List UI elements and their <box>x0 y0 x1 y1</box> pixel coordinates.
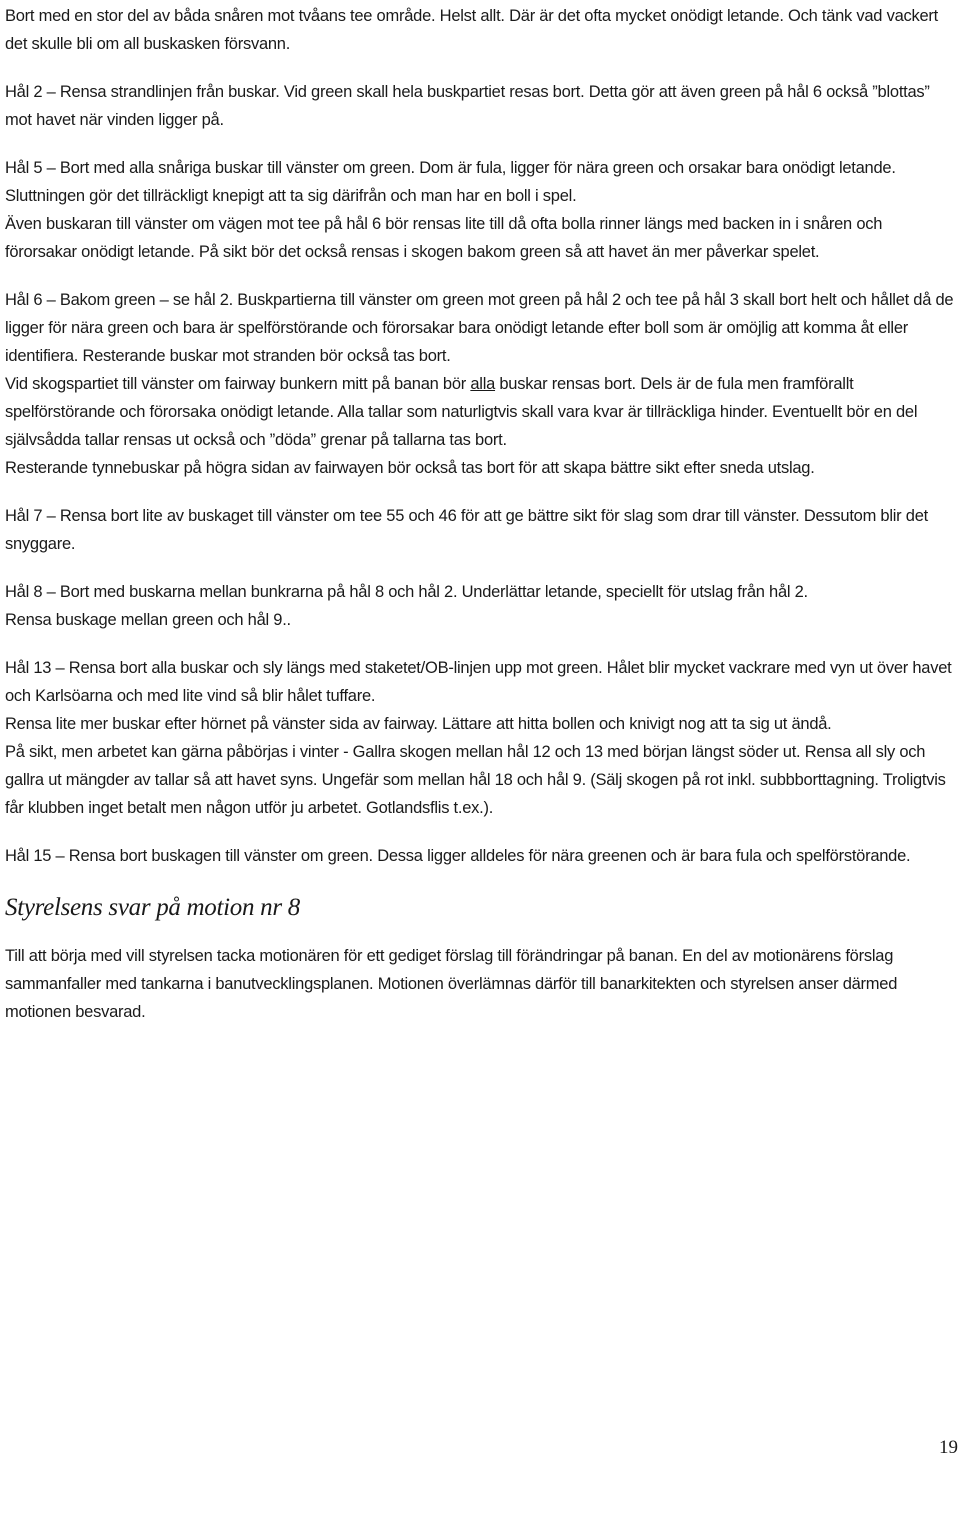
hole-13-paragraph: Hål 13 – Rensa bort alla buskar och sly längs med staketet/OB-linjen upp mot green. Hålet blir mycket vackrare med vyn ut över havet och Karlsöarna och med lite vind så blir hålet tuffare. <box>5 659 952 705</box>
hole-6-paragraph-3: Resterande tynnebuskar på högra sidan av fairwayen bör också tas bort för att skapa bättre sikt efter sneda utslag. <box>5 459 815 477</box>
hole-6-paragraph: Hål 6 – Bakom green – se hål 2. Buskpartierna till vänster om green mot green på hål 2 och tee på hål 3 skall bort helt och hållet då de ligger för nära green och bara är spelförstörande och förorsakar bara onödigt letande efter boll som är omöjlig att komma åt eller identifiera. Resterande buskar mot stranden bör också tas bort. <box>5 291 954 365</box>
page-number: 19 <box>939 1437 958 1458</box>
hole-6-text-post: buskar rensas bort. Dels är de fula men framförallt spelförstörande och förorsaka onödigt letande. Alla tallar som naturligtvis skall vara kvar är tillräckliga hinder. Eventuellt bör en del självsådda tallar rensas ut också och ”döda” grenar på tallarna tas bort. <box>5 375 918 449</box>
hole-13-paragraph-2: Rensa lite mer buskar efter hörnet på vänster sida av fairway. Lättare att hitta bollen och knivigt nog att ta sig ut ändå. <box>5 715 832 733</box>
hole-8-paragraph-2: Rensa buskage mellan green och hål 9.. <box>5 611 291 629</box>
hole-6-text-pre: Vid skogspartiet till vänster om fairway bunkern mitt på banan bör <box>5 375 471 393</box>
hole-6-paragraph-2 <box>5 370 958 454</box>
hole-15-paragraph: Hål 15 – Rensa bort buskagen till vänster om green. Dessa ligger alldeles för nära greenen och är bara fula och spelförstörande. <box>5 847 911 865</box>
hole-7-paragraph: Hål 7 – Rensa bort lite av buskaget till vänster om tee 55 och 46 för att ge bättre sikt för slag som drar till vänster. Dessutom blir det snyggare. <box>5 507 928 553</box>
hole-2-paragraph: Hål 2 – Rensa strandlinjen från buskar. Vid green skall hela buskpartiet resas bort. Detta gör att även green på hål 6 också ”blottas” mot havet när vinden ligger på. <box>5 83 930 129</box>
hole-5-paragraph-2: Även buskaran till vänster om vägen mot tee på hål 6 bör rensas lite till då ofta bolla rinner längs med backen in i snåren och förorsakar onödigt letande. På sikt bör det också rensas i skogen bakom green så att havet än mer påverkar spelet. <box>5 215 883 261</box>
board-reply-paragraph: Till att börja med vill styrelsen tacka motionären för ett gediget förslag till förändringar på banan. En del av motionärens förslag sammanfaller med tankarna i banutvecklingsplanen. Motionen överlämnas därför till banarkitekten och styrelsen anser därmed motionen besvarad. <box>5 947 898 1021</box>
hole-8-paragraph: Hål 8 – Bort med buskarna mellan bunkrarna på hål 8 och hål 2. Underlättar letande, speciellt för utslag från hål 2. <box>5 583 808 601</box>
intro-paragraph: Bort med en stor del av båda snåren mot tvåans tee område. Helst allt. Där är det ofta mycket onödigt letande. Och tänk vad vackert det skulle bli om all buskasken försvann. <box>5 7 938 53</box>
document-body <box>5 2 958 1026</box>
hole-5-paragraph: Hål 5 – Bort med alla snåriga buskar till vänster om green. Dom är fula, ligger för nära green och orsakar bara onödigt letande. Sluttningen gör det tillräckligt knepigt att ta sig därifrån och man har en boll i spel. <box>5 159 896 205</box>
hole-13-paragraph-3: På sikt, men arbetet kan gärna påbörjas i vinter - Gallra skogen mellan hål 12 och 13 med början längst söder ut. Rensa all sly och gallra ut mängder av tallar så att havet syns. Ungefär som mellan hål 18 och hål 9. (Sälj skogen på rot inkl. subbborttagning. Troligtvis får klubben inget betalt men någon utför ju arbetet. Gotlandsflis t.ex.). <box>5 743 946 817</box>
underlined-word: alla <box>470 375 496 393</box>
section-heading: Styrelsens svar på motion nr 8 <box>5 894 300 921</box>
